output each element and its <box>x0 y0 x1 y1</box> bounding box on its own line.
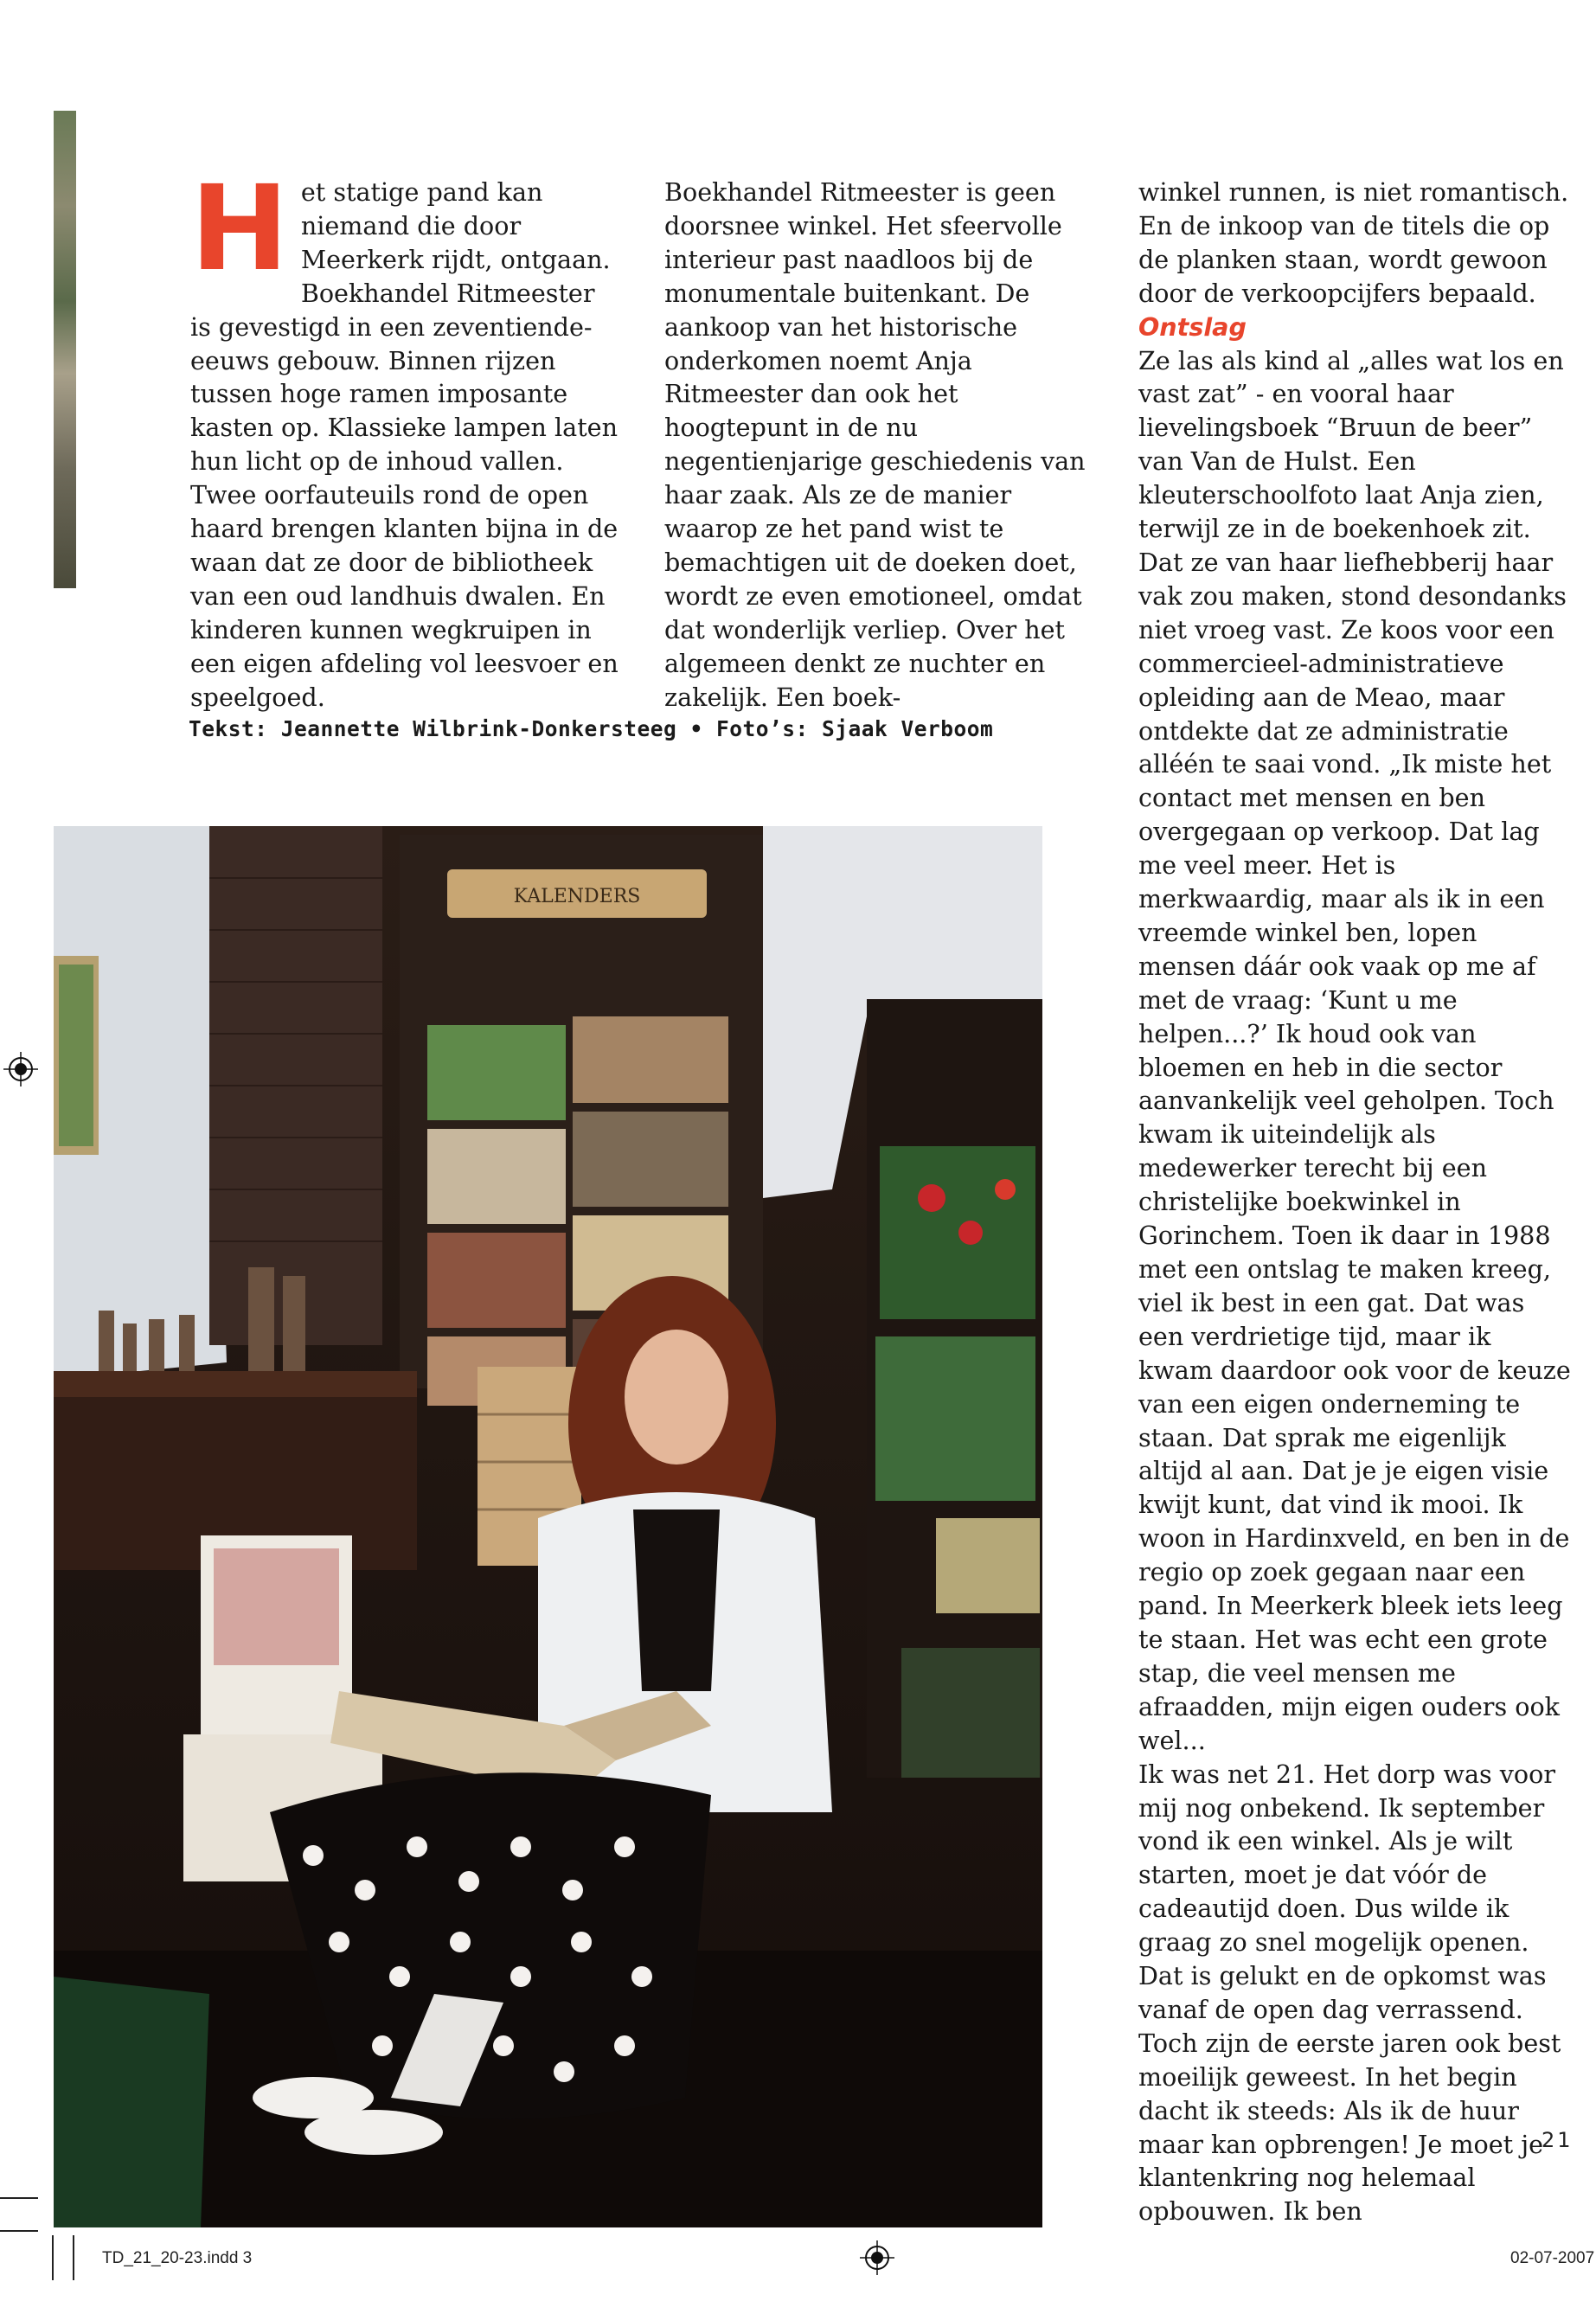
bookshop-photo <box>54 826 1042 2227</box>
crop-mark <box>0 2230 38 2232</box>
photo-credits: Tekst: Jeannette Wilbrink-Donkersteeg • Foto’s: Sjaak Verboom <box>189 716 994 741</box>
slug-date: 02-07-2007 <box>1510 2249 1595 2267</box>
article-column-3 <box>1138 176 1571 2228</box>
col2-paragraph: Boekhandel Ritmeester is geen doorsnee winkel. Het sfeervolle interieur past naadloos bij de monumentale buitenkant. De aankoop van het historische onderkomen noemt Anja Ritmeester dan ook het hoogtepunt in de nu negentienjarige geschiedenis van haar zaak. Als ze de manier waarop ze het pand wist te bemachtigen uit de doeken doet, wordt ze even emotioneel, omdat dat wonderlijk verliep. Over het algemeen denkt ze nuchter en zakelijk. Een boek- <box>664 177 1086 712</box>
col3-paragraph-3: Ik was net 21. Het dorp was voor mij nog onbekend. Ik september vond ik een winkel. Als je wilt starten, moet je dat vóór de cadeautijd doen. Dus wilde ik graag zo snel mogelijk openen. Dat is gelukt en de opkomst was vanaf de open dag verrassend. <box>1138 1759 1556 2024</box>
drop-cap: H <box>190 161 289 298</box>
crop-mark <box>0 2197 38 2199</box>
photo-edge-strip <box>54 111 76 588</box>
col1-paragraph: et statige pand kan niemand die door Meerkerk rijdt, ontgaan. Boekhandel Ritmeester is gevestigd in een zeventiende-eeuws gebouw. Binnen rijzen tussen hoge ramen imposante kasten op. Klassieke lampen laten hun licht op de inhoud vallen. Twee oorfauteuils rond de open haard brengen klanten bijna in de waan dat ze door de bibliotheek van een oud landhuis dwalen. En kinderen kunnen wegkruipen in een eigen afdeling vol leesvoer en speelgoed. <box>190 177 619 712</box>
registration-mark-icon <box>860 2240 894 2275</box>
page-number: 21 <box>1542 2128 1574 2152</box>
col3-intro: winkel runnen, is niet romantisch. En de inkoop van de titels die op de planken staan, wordt gewoon door de verkoopcijfers bepaald. <box>1138 177 1569 308</box>
shelf-sign: KALENDERS <box>513 886 641 907</box>
slug-filename: TD_21_20-23.indd 3 <box>102 2249 253 2267</box>
col3-paragraph-4: Toch zijn de eerste jaren ook best moeilijk geweest. In het begin dacht ik steeds: Als ik de huur maar kan opbrengen! Je moet je klantenkring nog helemaal opbouwen. Ik ben <box>1138 2028 1561 2227</box>
registration-mark-icon <box>3 1052 38 1086</box>
col3-paragraph-1: Ze las als kind al „alles wat los en vast zat” - en vooral haar lievelingsboek “Bruun de beer” van Van de Hulst. Een kleuterschoolfoto laat Anja zien, terwijl ze in de boekenhoek zit. <box>1138 345 1564 544</box>
subheading-ontslag: Ontslag <box>1138 311 1247 342</box>
article-column-2 <box>664 176 1097 715</box>
crop-mark <box>73 2235 74 2280</box>
article-column-1 <box>190 161 623 715</box>
bookshop-photo-illustration <box>54 826 1042 2227</box>
crop-mark <box>52 2235 54 2280</box>
col3-paragraph-2: Dat ze van haar liefhebberij haar vak zou maken, stond desondanks niet vroeg vast. Ze koos voor een commercieel-administratieve opleiding aan de Meao, maar ontdekte dat ze administratie alléén te saai vond. „Ik miste het contact met mensen en ben overgegaan op verkoop. Dat lag me veel meer. Het is merkwaardig, maar als ik in een vreemde winkel ben, lopen mensen dáár ook vaak op me af met de vraag: ‘Kunt u me helpen...?’ Ik houd ook van bloemen en heb in die sector aanvankelijk veel geholpen. Toch kwam ik uiteindelijk als medewerker terecht bij een christelijke boekwinkel in Gorinchem. Toen ik daar in 1988 met een ontslag te maken kreeg, viel ik best in een gat. Dat was een verdrietige tijd, maar ik kwam daardoor ook voor de keuze van een eigen onderneming te staan. Dat sprak me eigenlijk altijd al aan. Dat je je eigen visie kwijt kunt, dat vind ik mooi. Ik woon in Hardinxveld, en ben in de regio op zoek gegaan naar een pand. In Meerkerk bleek iets leeg te staan. Het was echt een grote stap, die veel mensen me afraadden, mijn eigen ouders ook wel... <box>1138 547 1571 1755</box>
